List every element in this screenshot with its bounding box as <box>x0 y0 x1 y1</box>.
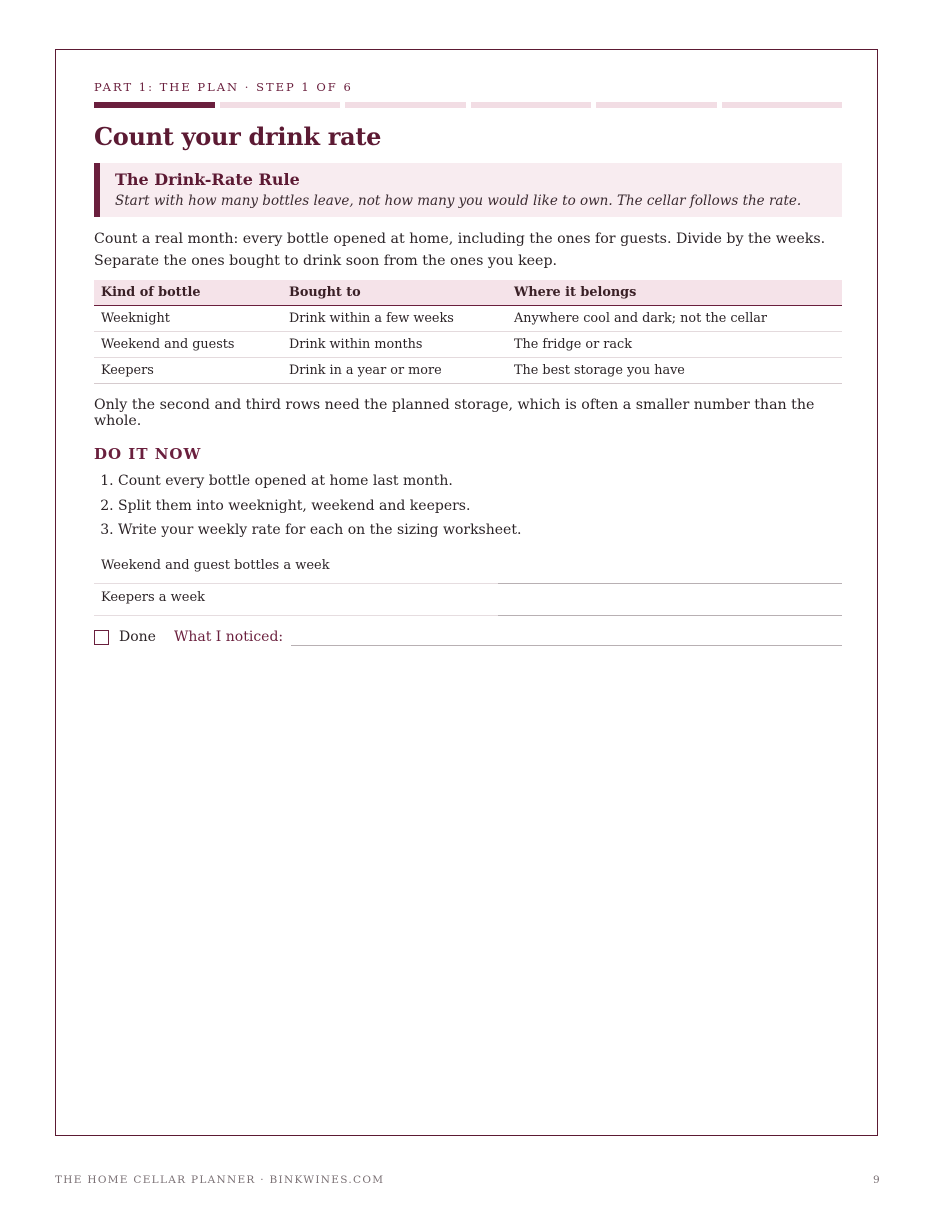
keepers-field[interactable] <box>498 584 842 616</box>
progress-segment <box>722 102 843 108</box>
done-row <box>94 629 842 646</box>
weekend-bottles-field[interactable] <box>498 552 842 584</box>
field-label: Weekend and guest bottles a week <box>101 557 330 573</box>
page-number: 9 <box>873 1174 881 1186</box>
done-label: Done <box>119 629 156 645</box>
table-cell: Drink within months <box>282 332 507 358</box>
progress-segment <box>596 102 717 108</box>
field-row <box>94 552 842 584</box>
steps-list <box>94 469 842 543</box>
rule-callout <box>94 163 842 217</box>
table-cell: Anywhere cool and dark; not the cellar <box>507 306 842 332</box>
bottle-table <box>94 280 842 384</box>
list-item: 1. Count every bottle opened at home last month. <box>118 469 842 494</box>
content <box>94 80 842 646</box>
table-cell: Weeknight <box>94 306 282 332</box>
table-cell: The fridge or rack <box>507 332 842 358</box>
table-header-row <box>94 280 842 306</box>
table-row <box>94 332 842 358</box>
progress-bar <box>94 102 842 108</box>
list-item: 3. Write your weekly rate for each on the sizing worksheet. <box>118 518 842 543</box>
table-cell: Weekend and guests <box>94 332 282 358</box>
table-cell: Keepers <box>94 358 282 384</box>
worksheet-fields <box>94 552 842 616</box>
do-it-now-heading: DO IT NOW <box>94 445 202 463</box>
field-label: Keepers a week <box>101 589 206 605</box>
table-header: Where it belongs <box>507 280 842 306</box>
page-title: Count your drink rate <box>94 122 382 151</box>
table-cell: Drink in a year or more <box>282 358 507 384</box>
table-cell: The best storage you have <box>507 358 842 384</box>
step-label: PART 1: THE PLAN · STEP 1 OF 6 <box>94 80 353 94</box>
page-frame <box>55 49 878 1136</box>
field-row <box>94 584 842 616</box>
list-item: 2. Split them into weeknight, weekend and keepers. <box>118 494 842 519</box>
progress-segment <box>220 102 341 108</box>
footer <box>55 1174 881 1186</box>
done-checkbox[interactable] <box>94 630 109 645</box>
noticed-label: What I noticed: <box>173 629 284 645</box>
table-row <box>94 358 842 384</box>
intro-paragraph: Count a real month: every bottle opened at home, including the ones for guests. Divide by the weeks. Separate the ones bought to drink soon from the ones you keep. <box>94 231 826 269</box>
table-header: Bought to <box>282 280 507 306</box>
progress-segment <box>345 102 466 108</box>
storage-note: Only the second and third rows need the planned storage, which is often a smaller number than the whole. <box>94 397 815 429</box>
rule-title: The Drink-Rate Rule <box>115 170 300 189</box>
progress-segment <box>94 102 215 108</box>
table-cell: Drink within a few weeks <box>282 306 507 332</box>
progress-segment <box>471 102 592 108</box>
table-row <box>94 306 842 332</box>
footer-title: THE HOME CELLAR PLANNER · BINKWINES.COM <box>55 1174 385 1186</box>
rule-text: Start with how many bottles leave, not how many you would like to own. The cellar follows the rate. <box>115 193 802 209</box>
table-header: Kind of bottle <box>94 280 282 306</box>
noticed-field[interactable] <box>291 629 842 646</box>
